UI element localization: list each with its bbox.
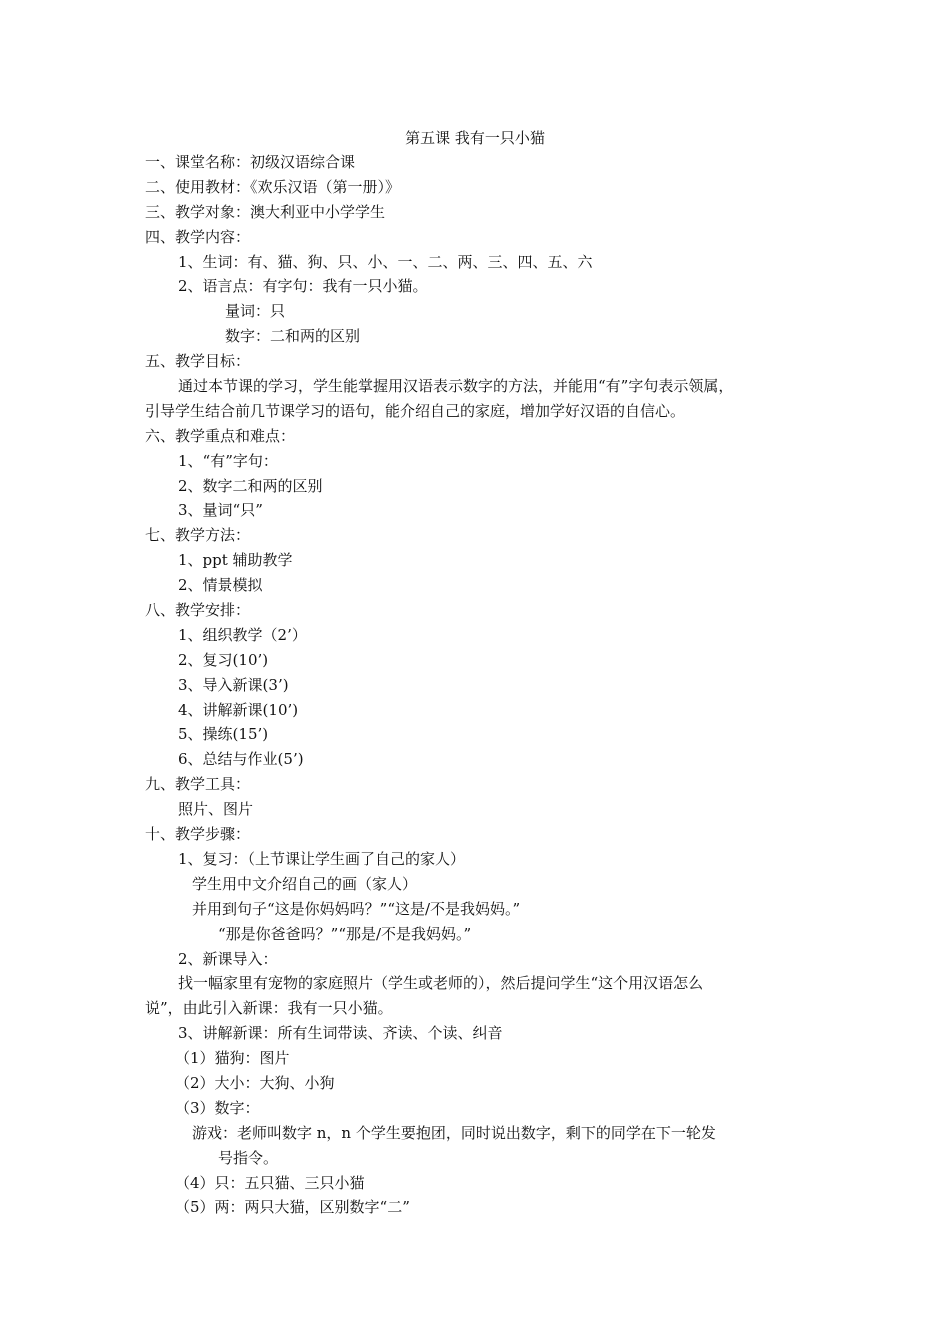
step-intro-detail-line-2: 说”，由此引入新课：我有一只小猫。 bbox=[145, 999, 393, 1018]
content-numbers: 数字：二和两的区别 bbox=[225, 327, 361, 346]
step-intro: 2、新课导入： bbox=[178, 949, 278, 968]
explain-item: （2）大小：大狗、小狗 bbox=[175, 1073, 335, 1092]
tools-item: 照片、图片 bbox=[178, 800, 254, 819]
game-description-line-1: 游戏：老师叫数字 n，n 个学生要抱团，同时说出数字，剩下的同学在下一轮发 bbox=[192, 1123, 716, 1142]
schedule-item: 4、讲解新课(10’) bbox=[178, 700, 299, 719]
keypoint-item: 2、数字二和两的区别 bbox=[178, 476, 323, 495]
game-description-line-2: 号指令。 bbox=[218, 1148, 279, 1167]
schedule-item: 5、操练(15’) bbox=[178, 725, 269, 744]
step-review: 1、复习：（上节课让学生画了自己的家人） bbox=[178, 849, 466, 868]
step-intro-detail-line-1: 找一幅家里有宠物的家庭照片（学生或老师的），然后提问学生“这个用汉语怎么 bbox=[178, 974, 704, 993]
method-item: 2、情景模拟 bbox=[178, 576, 263, 595]
goals-paragraph-line-1: 通过本节课的学习，学生能掌握用汉语表示数字的方法，并能用“有”字句表示领属， bbox=[178, 377, 734, 396]
section-course-name: 一、课堂名称：初级汉语综合课 bbox=[145, 153, 356, 171]
content-grammar: 2、语言点：有字句：我有一只小猫。 bbox=[178, 277, 428, 296]
section-content-heading: 四、教学内容： bbox=[145, 227, 251, 246]
step-review-detail: 并用到句子“这是你妈妈吗？”“这是/不是我妈妈。” bbox=[192, 899, 521, 918]
section-goals-heading: 五、教学目标： bbox=[145, 352, 251, 371]
step-review-detail: “那是你爸爸吗？”“那是/不是我妈妈。” bbox=[218, 924, 472, 943]
explain-item: （5）两：两只大猫，区别数字“二” bbox=[175, 1198, 410, 1217]
section-keypoints-heading: 六、教学重点和难点： bbox=[145, 426, 296, 445]
explain-item: （1）猫狗：图片 bbox=[175, 1049, 290, 1068]
step-review-detail: 学生用中文介绍自己的画（家人） bbox=[192, 874, 418, 893]
section-steps-heading: 十、教学步骤： bbox=[145, 825, 251, 844]
content-measure-word: 量词：只 bbox=[225, 302, 286, 321]
schedule-item: 2、复习(10’) bbox=[178, 650, 269, 669]
schedule-item: 6、总结与作业(5’) bbox=[178, 750, 304, 769]
keypoint-item: 3、量词“只” bbox=[178, 501, 263, 520]
method-item: 1、ppt 辅助教学 bbox=[178, 551, 293, 570]
section-textbook: 二、使用教材：《欢乐汉语（第一册）》 bbox=[145, 177, 401, 196]
section-methods-heading: 七、教学方法： bbox=[145, 526, 251, 545]
schedule-item: 1、组织教学（2’） bbox=[178, 625, 307, 644]
section-schedule-heading: 八、教学安排： bbox=[145, 601, 251, 620]
goals-paragraph-line-2: 引导学生结合前几节课学习的语句，能介绍自己的家庭，增加学好汉语的自信心。 bbox=[145, 401, 686, 420]
document-body bbox=[145, 150, 825, 1220]
section-tools-heading: 九、教学工具： bbox=[145, 775, 251, 794]
keypoint-item: 1、“有”字句： bbox=[178, 451, 278, 470]
explain-item: （3）数字： bbox=[175, 1098, 260, 1117]
explain-item: （4）只：五只猫、三只小猫 bbox=[175, 1173, 365, 1192]
content-vocabulary: 1、生词：有、猫、狗、只、小、一、二、两、三、四、五、六 bbox=[178, 252, 593, 271]
lesson-title: 第五课 我有一只小猫 bbox=[405, 129, 545, 147]
section-audience: 三、教学对象：澳大利亚中小学学生 bbox=[145, 202, 386, 221]
step-explain: 3、讲解新课：所有生词带读、齐读、个读、纠音 bbox=[178, 1024, 503, 1043]
schedule-item: 3、导入新课(3’) bbox=[178, 675, 289, 694]
